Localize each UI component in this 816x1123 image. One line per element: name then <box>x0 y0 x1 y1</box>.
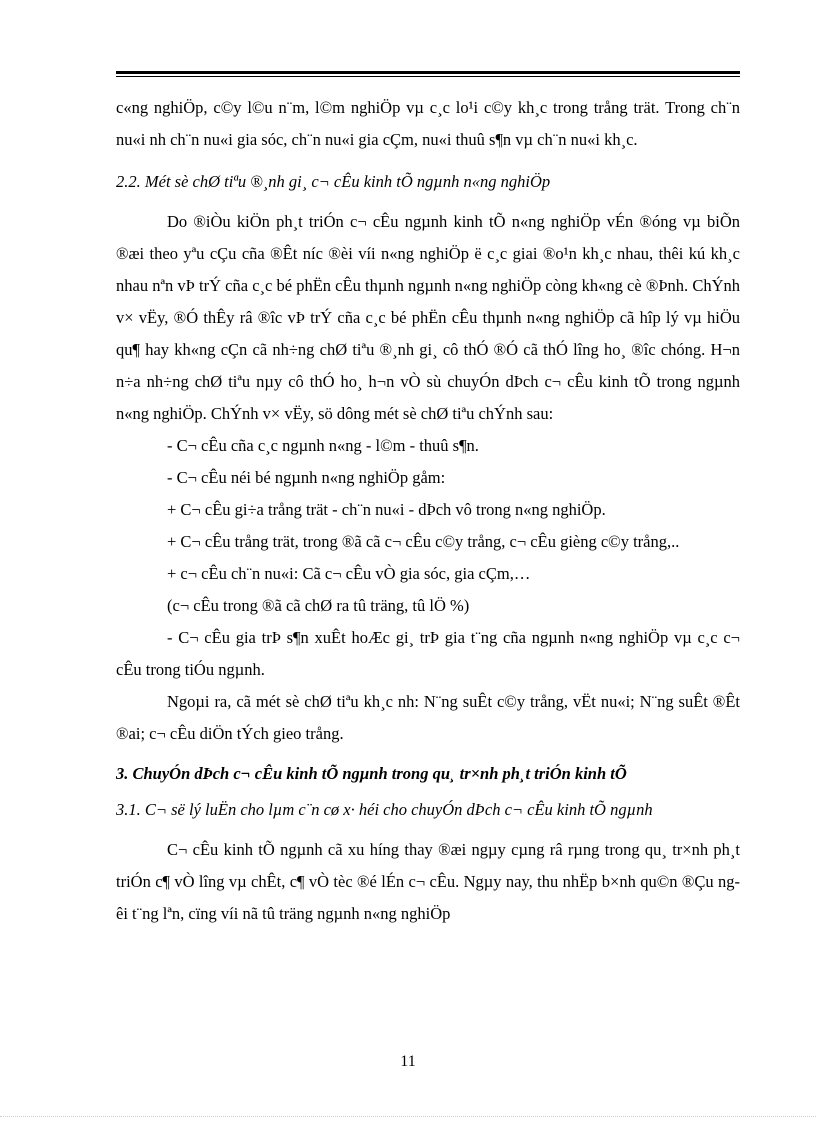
list-item: + c¬ cÊu ch¨n nu«i: Cã c¬ cÊu vÒ gia sóc, gia cÇm,… <box>167 564 531 583</box>
paragraph-conditions: Do ®iÒu kiÖn ph¸t triÓn c¬ cÊu ngµnh kinh tÕ n«ng nghiÖp vÉn ®óng vµ biÕn ®æi theo yªu cÇu cña ®Êt níc ®èi víi n«ng nghiÖp ë c¸c giai ®o¹n kh¸c nhau, thêi kú kh¸c nhau nªn vÞ trÝ cña c¸c bé phËn cÊu thµnh ngµnh n«ng nghiÖp còng kh«ng cè ®Þnh. ChÝnh v× vËy, ®Ó thÊy râ ®îc vÞ trÝ cña c¸c bé phËn cÊu thµnh n«ng nghiÖp cã hîp lý vµ hiÖu qu¶ hay kh«ng cÇn cã nh÷ng chØ tiªu ®¸nh gi¸ cô thÓ ®Ó cã thÓ lîng ho¸ ®îc chóng. H¬n n÷a nh÷ng chØ tiªu nµy cô thÓ ho¸ h¬n vÒ sù chuyÓn dÞch c¬ cÊu kinh tÕ trong ngµnh n«ng nghiÖp. ChÝnh v× vËy, sö dông mét sè chØ tiªu chÝnh sau: <box>116 212 740 423</box>
list-item: - C¬ cÊu néi bé ngµnh n«ng nghiÖp gåm: <box>167 468 446 487</box>
list-item: - C¬ cÊu cña c¸c ngµnh n«ng - l©m - thuû s¶n. <box>167 436 479 455</box>
paragraph-structure-trend: C¬ cÊu kinh tÕ ngµnh cã xu híng thay ®æi ngµy cµng râ rµng trong qu¸ tr×nh ph¸t triÓn c¶ vÒ lîng vµ chÊt, c¶ vÒ tèc ®é lÉn c¬ cÊu. Ngµy nay, thu nhËp b×nh qu©n ®Çu ngêi t¨ng lªn, cïng víi nã tû träng ngµnh n«ng nghiÖp <box>116 840 740 923</box>
header-rule-thin <box>116 76 740 77</box>
list-item: - C¬ cÊu gia trÞ s¶n xuÊt hoÆc gi¸ trÞ gia t¨ng cña ngµnh n«ng nghiÖp vµ c¸c c¬ cÊu trong tiÓu ngµnh. <box>116 628 740 679</box>
page-bottom-divider <box>0 1116 816 1117</box>
paragraph-other-indicators: Ngoµi ra, cã mét sè chØ tiªu kh¸c nh: N¨ng suÊt c©y trång, vËt nu«i; N¨ng suÊt ®Êt ®ai; c¬ cÊu diÖn tÝch gieo trång. <box>116 692 740 743</box>
section-heading-2-2: 2.2. Mét sè chØ tiªu ®¸nh gi¸ c¬ cÊu kinh tÕ ngµnh n«ng nghiÖp <box>116 172 551 191</box>
document-body <box>116 92 740 930</box>
paragraph-intro: c«ng nghiÖp, c©y l©u n¨m, l©m nghiÖp vµ c¸c lo¹i c©y kh¸c trong trång trät. Trong ch¨n nu«i nh ch¨n nu«i gia sóc, ch¨n nu«i gia cÇm, nu«i thuû s¶n vµ ch¨n nu«i kh¸c. <box>116 98 740 149</box>
section-heading-3-1: 3.1. C¬ së lý luËn cho lµm c¨n cø x· héi cho chuyÓn dÞch c¬ cÊu kinh tÕ ngµnh <box>116 800 653 819</box>
page-number: 11 <box>400 1053 416 1070</box>
list-item: (c¬ cÊu trong ®ã cã chØ ra tû träng, tû lÖ %) <box>167 596 470 615</box>
header-rule-thick <box>116 71 740 74</box>
list-item: + C¬ cÊu trång trät, trong ®ã cã c¬ cÊu c©y trång, c¬ cÊu gièng c©y trång,.. <box>167 532 680 551</box>
list-item: + C¬ cÊu gi÷a trång trät - ch¨n nu«i - dÞch vô trong n«ng nghiÖp. <box>167 500 606 519</box>
section-heading-3: 3. ChuyÓn dÞch c¬ cÊu kinh tÕ ngµnh trong qu¸ tr×nh ph¸t triÓn kinh tÕ <box>116 764 627 783</box>
